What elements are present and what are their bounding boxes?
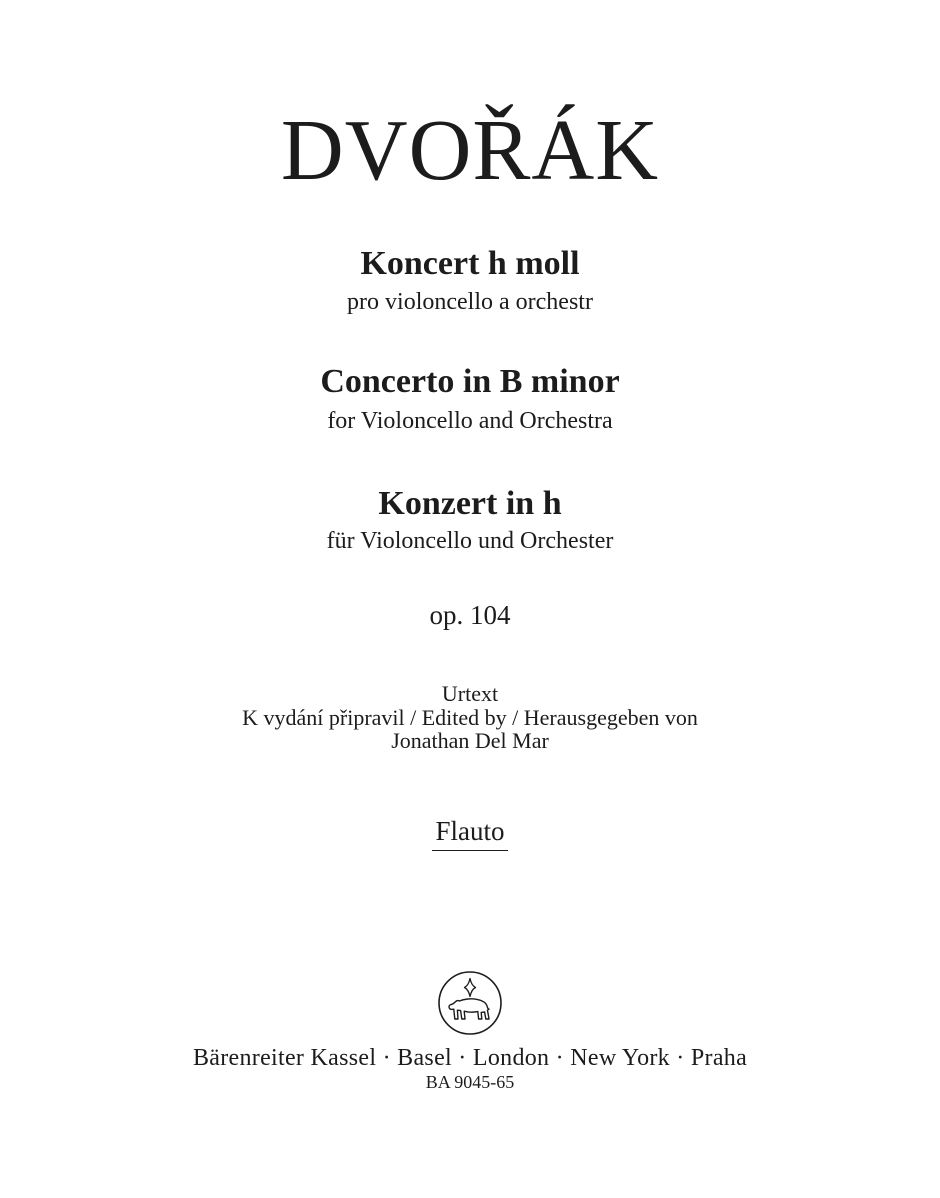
work-subtitle-czech: pro violoncello a orchestr xyxy=(347,289,593,315)
edition-info xyxy=(0,682,940,753)
star-icon xyxy=(465,979,476,997)
work-subtitle-english: for Violoncello and Orchestra xyxy=(327,408,613,434)
publisher-imprint: Bärenreiter Kassel · Basel · London · New York · Praha xyxy=(192,1045,748,1071)
composer-name: DVOŘÁK xyxy=(280,101,660,198)
catalog-number: BA 9045-65 xyxy=(425,1072,515,1092)
part-name-label: Flauto xyxy=(432,818,507,851)
editor-name: Jonathan Del Mar xyxy=(391,728,549,753)
work-title-czech: Koncert h moll xyxy=(360,245,580,282)
work-title-english: Concerto in B minor xyxy=(320,363,620,400)
opus-number: op. 104 xyxy=(429,600,511,630)
editors-line: K vydání připravil / Edited by / Herausgegeben von xyxy=(242,704,698,730)
bear-icon xyxy=(449,999,489,1019)
urtext-label: Urtext xyxy=(441,681,499,706)
part-name xyxy=(0,818,940,851)
bear-logo-icon xyxy=(437,970,503,1036)
work-subtitle-german: für Violoncello und Orchester xyxy=(326,528,614,554)
work-title-german: Konzert in h xyxy=(378,485,562,522)
logo-circle xyxy=(439,972,501,1034)
publisher-logo xyxy=(0,970,940,1038)
